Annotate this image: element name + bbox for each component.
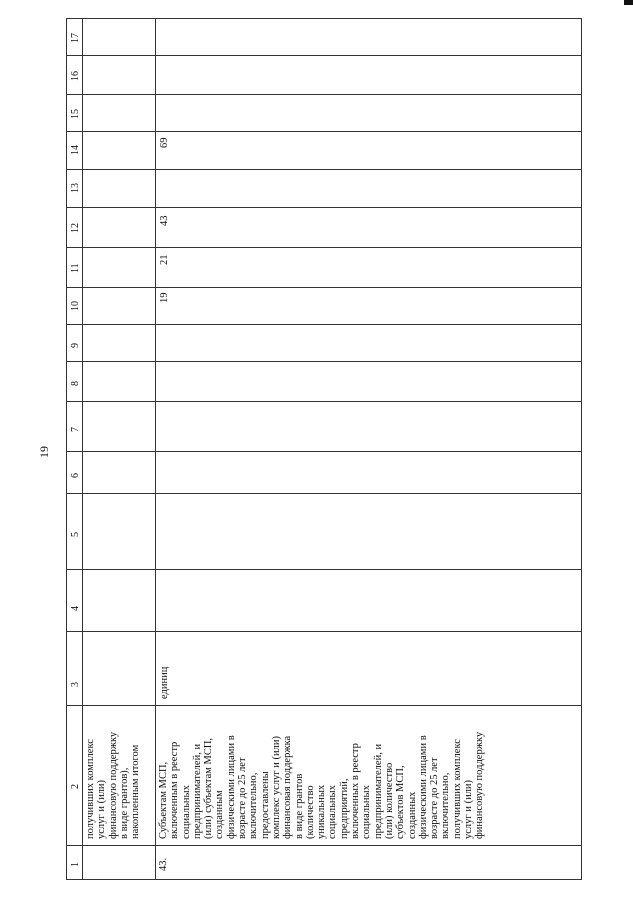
corner-mark xyxy=(624,0,633,5)
row-divider xyxy=(82,19,83,879)
row-43-col-14-value: 69 xyxy=(159,137,170,148)
page-number: 19 xyxy=(37,446,51,458)
header-col-11: 11 xyxy=(70,263,81,273)
row-43-unit: единиц xyxy=(159,666,170,699)
row-43-indicator-text: Субъектам МСП, включенным в реестр социальных предпринимателей, и (или) субъектам МСП, созданным физическими лицами в возрасте до 25 лет включительно, предоставлены комплекс услуг и (или) финансовая поддержка в виде грантов (количество уникальных социальных предприятий, включенных в реестр социальных предпринимателей, и (или) количество субъектов МСП, созданных физическими лицами в возрасте до 25 лет включительно, получивших комплекс услуг и (или) финансовую поддержку xyxy=(158,731,486,839)
col-divider xyxy=(67,631,581,632)
header-col-3: 3 xyxy=(70,682,81,687)
header-col-2: 2 xyxy=(70,784,81,789)
header-col-14: 14 xyxy=(70,145,81,155)
row-43-number: 43. xyxy=(158,857,169,871)
row-43-col-10-value: 19 xyxy=(159,292,170,303)
row-43-col-12-value: 43 xyxy=(159,215,170,226)
prev-row-indicator-text: получивших комплекс услуг и (или) финансовую поддержку в виде грантов), накопленным итогом xyxy=(85,731,142,839)
header-col-1: 1 xyxy=(70,862,81,867)
col-divider xyxy=(67,55,581,56)
col-divider xyxy=(67,247,581,248)
col-divider xyxy=(67,361,581,362)
col-divider xyxy=(67,287,581,288)
col-divider xyxy=(67,401,581,402)
col-divider xyxy=(67,207,581,208)
header-col-6: 6 xyxy=(70,473,81,478)
header-col-9: 9 xyxy=(70,343,81,348)
col-divider xyxy=(67,324,581,325)
data-table xyxy=(66,18,582,880)
header-col-13: 13 xyxy=(70,183,81,193)
header-col-8: 8 xyxy=(70,381,81,386)
header-col-5: 5 xyxy=(70,532,81,537)
header-col-10: 10 xyxy=(70,301,81,311)
col-divider xyxy=(67,451,581,452)
header-col-4: 4 xyxy=(70,606,81,611)
header-col-17: 17 xyxy=(70,33,81,43)
col-divider xyxy=(67,131,581,132)
col-divider xyxy=(67,94,581,95)
header-col-12: 12 xyxy=(70,223,81,233)
header-col-15: 15 xyxy=(70,109,81,119)
col-divider xyxy=(67,169,581,170)
col-divider xyxy=(67,845,581,846)
row-43-col-11-value: 21 xyxy=(159,254,170,265)
row-divider xyxy=(155,19,156,879)
col-divider xyxy=(67,569,581,570)
col-divider xyxy=(67,705,581,706)
header-col-7: 7 xyxy=(70,427,81,432)
header-col-16: 16 xyxy=(70,71,81,81)
col-divider xyxy=(67,493,581,494)
